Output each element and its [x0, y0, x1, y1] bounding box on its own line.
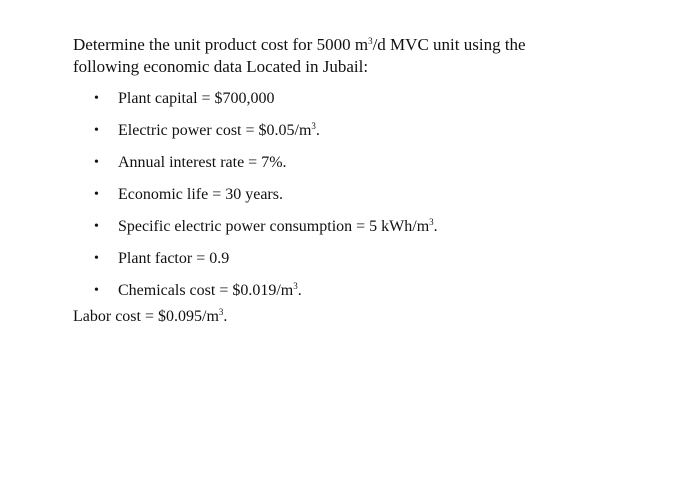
list-item-superscript: 3 — [311, 121, 316, 131]
intro-text-start: Determine the unit product cost for 5000 m — [73, 35, 369, 54]
labor-cost-suffix: . — [223, 308, 228, 325]
bullet-icon: • — [94, 187, 99, 202]
list-item-power-consumption — [73, 216, 673, 238]
question-intro — [73, 34, 673, 78]
cubic-superscript: 3 — [368, 36, 373, 46]
list-item-superscript: 3 — [429, 217, 434, 227]
bullet-icon: • — [94, 91, 99, 106]
list-item-suffix: . — [315, 122, 320, 139]
bullet-icon: • — [94, 219, 99, 234]
list-item-text: Electric power cost = $0.05/m — [118, 122, 312, 139]
list-item-text: Economic life = 30 years. — [118, 186, 283, 203]
list-item-electric-power-cost — [73, 120, 673, 142]
bullet-icon: • — [94, 283, 99, 298]
list-item-interest-rate — [73, 152, 673, 174]
list-item-chemicals-cost — [73, 280, 673, 302]
bullet-icon: • — [94, 251, 99, 266]
list-item-plant-factor — [73, 248, 673, 270]
list-item-suffix: . — [297, 282, 302, 299]
list-item-text: Plant factor = 0.9 — [118, 250, 230, 267]
labor-cost-text: Labor cost = $0.095/m — [73, 308, 219, 325]
list-item-suffix: . — [433, 218, 438, 235]
intro-text-end: /d MVC unit using the — [372, 35, 526, 54]
labor-cost-superscript: 3 — [218, 307, 224, 317]
list-item-text: Chemicals cost = $0.019/m — [118, 282, 294, 299]
intro-text-line2: following economic data Located in Jubail: — [73, 57, 369, 76]
list-item-economic-life — [73, 184, 673, 206]
list-item-text: Plant capital = $700,000 — [118, 90, 275, 107]
question-document — [73, 34, 673, 328]
list-item-text: Specific electric power consumption = 5 kWh/m — [118, 218, 430, 235]
bullet-icon: • — [94, 155, 99, 170]
economic-data-list — [73, 88, 673, 302]
list-item-superscript: 3 — [293, 281, 298, 291]
bullet-icon: • — [94, 123, 99, 138]
list-item-plant-capital — [73, 88, 673, 110]
list-item-text: Annual interest rate = 7%. — [118, 154, 287, 171]
labor-cost-line — [73, 306, 673, 328]
